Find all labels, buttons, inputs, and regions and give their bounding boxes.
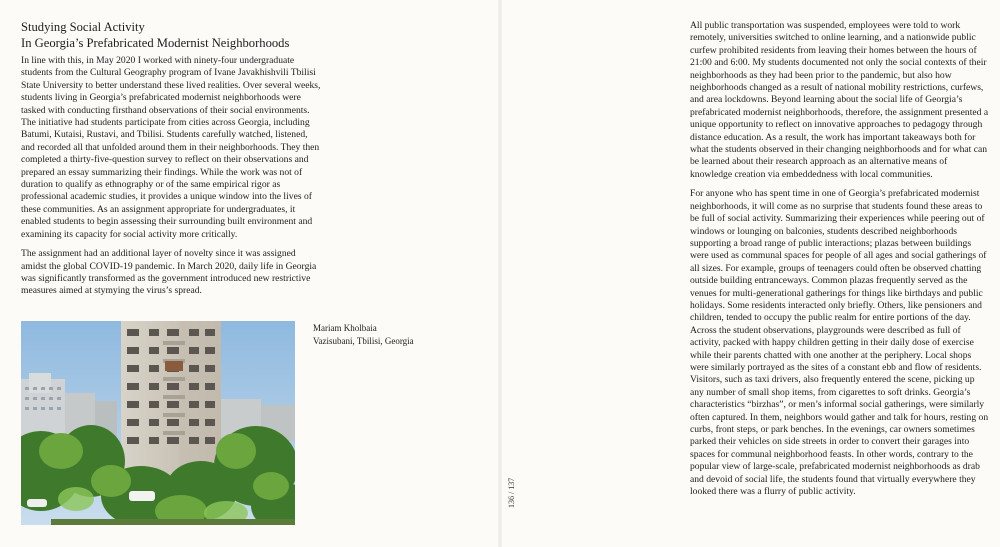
left-text-column [21,55,321,305]
page-number: 136 / 137 [507,477,516,508]
paragraph: All public transportation was suspended, employees were told to work remotely, universities switched to online learning, and a nationwide public curfew prohibited residents from leaving their homes between the hours of 21:00 and 6:00. My students documented not only the social contexts of their neighborhoods as they had been prior to the pandemic, but also how neighborhoods changed as a result of national mobility restrictions, curfews, and area lockdowns. Beyond learning about the social life of Georgia’s prefabricated modernist neighborhoods, therefore, the assignment presented a unique opportunity to reflect on innovative approaches to pedagogy through distance education. As a result, the work has important takeaways both for what the students observed in their changing neighborhoods and for what can be learned about their research approach as an alternative means of knowledge creation via embeddedness with local communities. [690,20,989,180]
heading-subtitle: In Georgia’s Prefabricated Modernist Neighborhoods [21,36,290,50]
caption-location: Vazisubani, Tbilisi, Georgia [313,335,414,346]
neighborhood-photo [21,321,295,525]
paragraph: The assignment had an additional layer of novelty since it was assigned amidst the global COVID-19 pandemic. In March 2020, daily life in Georgia was significantly transformed as the government introduced new restrictive measures aimed at stymying the virus’s spread. [21,248,317,297]
photo-caption [313,322,414,347]
paragraph: In line with this, in May 2020 I worked with ninety-four undergraduate students from the Cultural Geography program of Ivane Javakhishvili Tbilisi State University to better understand these lived realities. Over several weeks, students living in Georgia’s prefabricated modernist neighborhoods were tasked with conducting firsthand observations of their social environments. The initiative had students participate from cities across Georgia, including Batumi, Kutaisi, Rustavi, and Tbilisi. Students carefully watched, listened, and recorded all that unfolded around them in their neighborhoods. They then completed a thirty-five-question survey to reflect on their observations and prepared an essay summarizing their findings. While the work was not of duration to qualify as ethnography or of the same empirical rigor as professional academic studies, it provides a unique window into the lives of these communities. As an assignment appropriate for undergraduates, it enabled students to begin assessing their surrounding built environment and examining its capacity for social activity more critically. [21,55,321,240]
right-page [500,0,1000,547]
heading-title: Studying Social Activity [21,20,145,34]
section-heading [21,19,351,51]
right-text-column [690,20,990,505]
paragraph: For anyone who has spent time in one of Georgia’s prefabricated modernist neighborhoods, it will come as no surprise that students found these areas to be full of social activity. Summarizing their experiences while peering out of windows or lounging on balconies, students described neighborhoods supporting a broad range of public interactions; plazas between buildings were used as communal spaces for people of all ages and social gatherings of all sizes. For example, groups of teenagers could often be observed chatting outside building entranceways. Common plazas frequently served as the venues for multi-generational gatherings for things like birthdays and public holidays. Some residents interacted only briefly. Others, like pensioners and children, tended to occupy the public realm for entire portions of the day. Across the student observations, playgrounds were described as full of activity, packed with happy children getting in their daily dose of exercise while their parents chatted with one another at the periphery. Local shops were similarly portrayed as the sites of a constant ebb and flow of residents. Visitors, such as taxi drivers, also frequently entered the scene, picking up any number of small shop items, from cigarettes to soft drinks. Georgia’s characteristics “birzhas”, or men’s informal social gatherings, were similarly often captured. In them, neighbors would gather and talk for hours, resting on curbs, front steps, or park benches. In the evenings, car owners sometimes parked their vehicles on side streets in order to convert their garages into spaces for communal neighborhood feasts. In other words, contrary to the popular view of large-scale, prefabricated modernist neighborhoods as drab and devoid of social life, the students found that virtually everywhere they looked there was a flurry of public activity. [690,188,989,498]
caption-author: Mariam Kholbaia [313,323,377,333]
